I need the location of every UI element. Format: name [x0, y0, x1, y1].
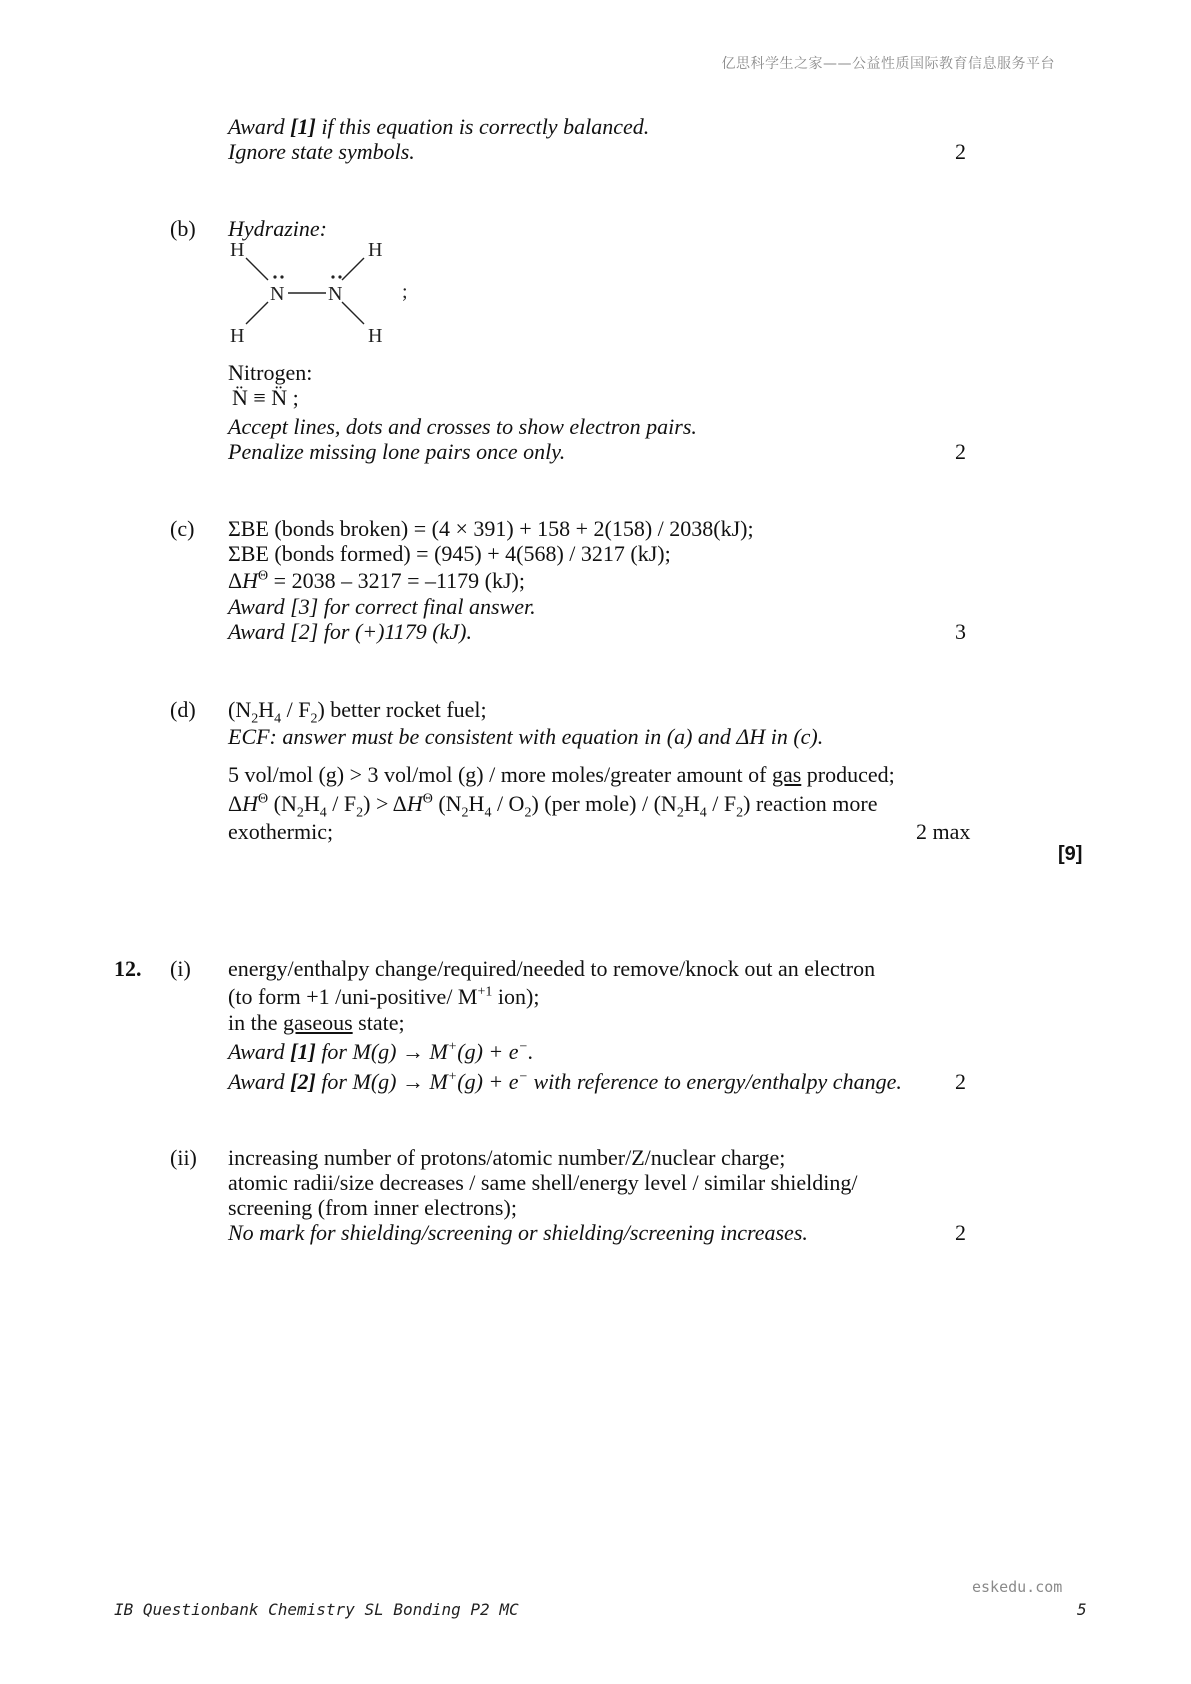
question-12-number: 12.: [114, 956, 142, 981]
part-c-bonds-formed: ΣBE (bonds formed) = (945) + 4(568) / 3217 (kJ);: [228, 541, 671, 566]
hydrazine-bond-h3-n1: [246, 302, 268, 324]
part-d-line-1: 5 vol/mol (g) > 3 vol/mol (g) / more moles/greater amount of gas produced;: [228, 762, 895, 787]
part-b-marks: 2: [955, 439, 966, 464]
part-d-label: (d): [170, 697, 196, 722]
hydrazine-atom-n2: N: [328, 283, 343, 305]
part-c-note-2: Award [2] for (+)1179 (kJ).: [228, 619, 472, 644]
hydrazine-structure: [224, 238, 424, 346]
hydrazine-bond-h2-n2: [342, 258, 364, 280]
question-total-marks: [9]: [1058, 843, 1083, 865]
footer-source: IB Questionbank Chemistry SL Bonding P2 MC: [114, 1600, 519, 1619]
q12-part-i-line-3: in the gaseous state;: [228, 1010, 405, 1035]
part-d-marks: 2 max: [916, 819, 971, 844]
q12-part-ii-marks: 2: [955, 1220, 966, 1245]
q12-part-ii-line-1: increasing number of protons/atomic number/Z/nuclear charge;: [228, 1145, 786, 1170]
hydrazine-bond-h4-n2: [342, 302, 364, 324]
q12-part-i-marks: 2: [955, 1069, 966, 1094]
hydrazine-atom-h2: H: [368, 239, 383, 261]
q12-part-i-label: (i): [170, 956, 191, 981]
nitrogen-structure: N̈ ≡ N̈ ;: [232, 385, 299, 410]
part-b-note-1: Accept lines, dots and crosses to show electron pairs.: [228, 414, 697, 439]
nitrogen-title: Nitrogen:: [228, 360, 313, 385]
q12-part-ii-note: No mark for shielding/screening or shielding/screening increases.: [228, 1220, 808, 1245]
q12-part-ii-label: (ii): [170, 1145, 197, 1170]
page-number: 5: [1077, 1600, 1087, 1619]
part-a-ignore-line: Ignore state symbols.: [228, 139, 415, 164]
hydrazine-atom-n1: N: [270, 283, 285, 305]
hydrazine-atom-h4: H: [368, 325, 383, 346]
part-d-ecf-note: ECF: answer must be consistent with equation in (a) and ΔH in (c).: [228, 724, 824, 749]
part-c-label: (c): [170, 516, 195, 541]
part-b-label: (b): [170, 216, 196, 241]
part-a-marks: 2: [955, 139, 966, 164]
hydrazine-atom-h3: H: [230, 325, 245, 346]
hydrazine-bond-h1-n1: [246, 258, 268, 280]
part-d-line-2: $\Delta H^\Theta$ $(N_2H_4 / F_2) > \Delta H^\Theta$ $(N_2H_4 / O_2)$ (per mole) / $(N_2H_4 / F_2)$ reaction more: [228, 791, 878, 821]
hydrazine-terminator: ;: [402, 281, 408, 303]
q12-part-ii-line-3: screening (from inner electrons);: [228, 1195, 517, 1220]
part-c-bonds-broken: ΣBE (bonds broken) = (4 × 391) + 158 + 2(158) / 2038(kJ);: [228, 516, 754, 541]
hydrazine-atom-h1: H: [230, 239, 245, 261]
q12-part-ii-line-2: atomic radii/size decreases / same shell/energy level / similar shielding/: [228, 1170, 858, 1195]
q12-part-i-line-1: energy/enthalpy change/required/needed to remove/knock out an electron: [228, 956, 876, 981]
part-b-note-2: Penalize missing lone pairs once only.: [228, 439, 566, 464]
part-d-answer: $(N_2H_4 / F_2)$ better rocket fuel;: [228, 697, 487, 727]
part-d-line-3: exothermic;: [228, 819, 334, 844]
part-c-enthalpy-line: $\Delta H^\Theta = 2038 - 3217 = -1179$ (kJ);: [228, 568, 525, 593]
q12-part-i-note-2: Award [2] for M(g) → M+(g) + e− with reference to energy/enthalpy change.: [228, 1069, 902, 1094]
hydrazine-lone-pairs: [273, 275, 341, 278]
part-c-note-1: Award [3] for correct final answer.: [228, 594, 536, 619]
part-a-award-line: Award [1] if this equation is correctly balanced.: [228, 114, 650, 139]
site-header: 亿思科学生之家——公益性质国际教育信息服务平台: [721, 56, 1055, 72]
part-c-marks: 3: [955, 619, 966, 644]
q12-part-i-line-2: (to form +1 /uni-positive/ $M^{+1}$ ion);: [228, 984, 540, 1009]
watermark-text: eskedu.com: [972, 1578, 1063, 1596]
hydrazine-title: Hydrazine:: [228, 216, 327, 241]
q12-part-i-note-1: Award [1] for M(g) → M+(g) + e−.: [228, 1039, 534, 1064]
